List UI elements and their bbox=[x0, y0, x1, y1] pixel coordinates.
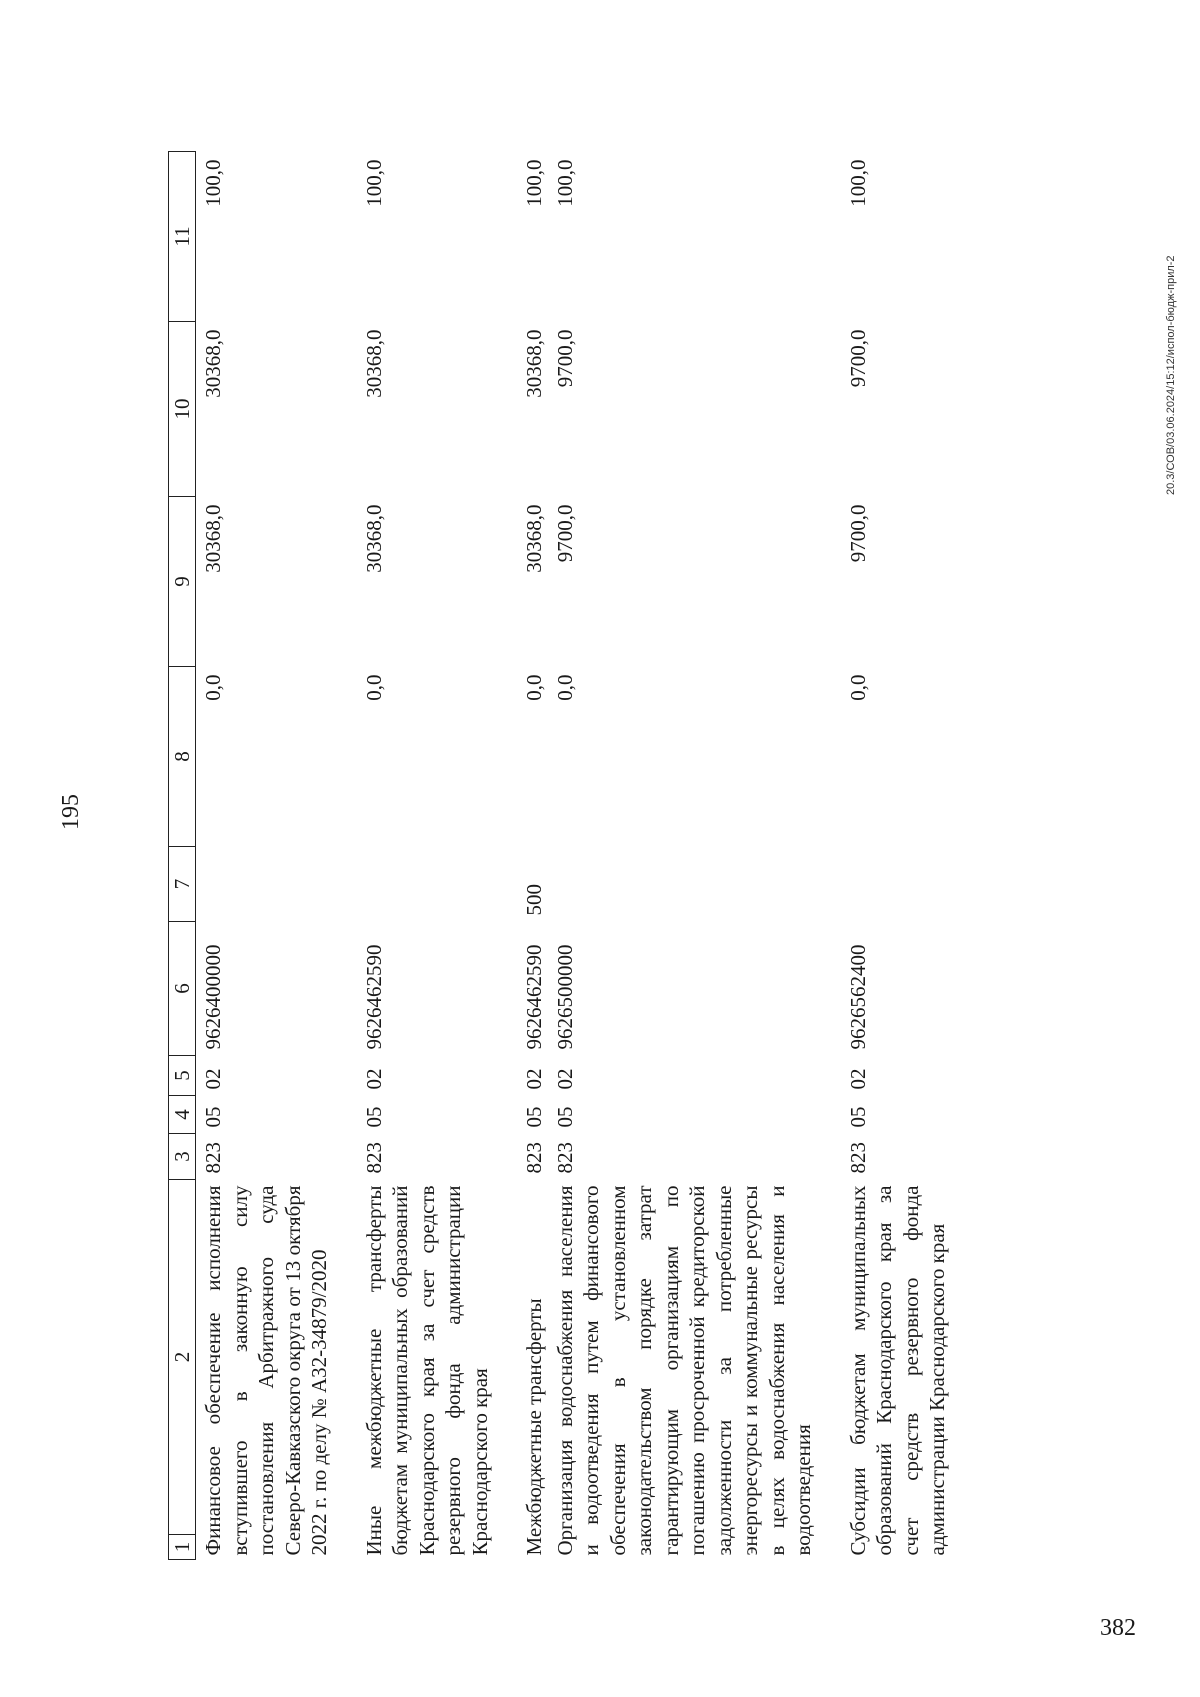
row-col-6: 9626400000 bbox=[201, 944, 225, 1050]
table-row bbox=[196, 152, 333, 1560]
row-col-8: 0,0 bbox=[552, 674, 577, 701]
header-col-2: 2 bbox=[170, 1351, 194, 1363]
row-col-10: 9700,0 bbox=[552, 329, 577, 388]
header-col-3: 3 bbox=[169, 1134, 196, 1180]
row-col-5: 02 bbox=[201, 1068, 225, 1090]
row-col-7 bbox=[357, 847, 494, 922]
row-col-3: 823 bbox=[361, 1142, 386, 1174]
header-col-5: 5 bbox=[169, 1056, 196, 1096]
row-name: Субсидии бюджетам муниципальных образований Краснодарского края за счет средств резервного фонда администрации Краснодарского края bbox=[845, 1185, 949, 1556]
header-col-10: 10 bbox=[169, 322, 196, 497]
row-col-4: 05 bbox=[552, 1106, 577, 1128]
row-col-5: 02 bbox=[361, 1068, 386, 1090]
header-col-8: 8 bbox=[169, 667, 196, 847]
row-col-11: 100,0 bbox=[361, 159, 386, 207]
row-col-9: 9700,0 bbox=[845, 504, 870, 563]
row-col-11: 100,0 bbox=[522, 159, 546, 207]
budget-table bbox=[168, 151, 951, 1560]
row-col-4: 05 bbox=[361, 1106, 386, 1128]
row-col-8: 0,0 bbox=[845, 674, 870, 701]
row-col-5: 02 bbox=[522, 1068, 546, 1090]
row-col-10: 30368,0 bbox=[361, 329, 386, 398]
row-name: Финансовое обеспечение исполнения вступившего в законную силу постановления Арбитражного суда Северо-Кавказского округа от 13 октября 2022 г. по делу № А32-34879/2020 bbox=[201, 1185, 331, 1556]
row-col-6: 9626462590 bbox=[361, 944, 386, 1050]
document-footer-code: 20.3/СОВ/03.06.2024/15:12/испол-бюдж-прил-2 bbox=[1165, 255, 1177, 495]
row-col-4: 05 bbox=[522, 1106, 546, 1128]
row-col-8: 0,0 bbox=[201, 674, 225, 701]
row-name: Межбюджетные трансферты bbox=[522, 1298, 546, 1556]
row-name: Организация водоснабжения населения и водоотведения путем финансового обеспечения в установленном законодательством порядке затрат гарантирующим организациям по погашению просроченной кредиторской задолженности за потребленные энергоресурсы и коммунальные ресурсы в целях водоснабжения населения и водоотведения bbox=[552, 1185, 815, 1556]
row-col-3: 823 bbox=[552, 1142, 577, 1174]
row-col-9: 9700,0 bbox=[552, 504, 577, 563]
row-col-3: 823 bbox=[522, 1142, 546, 1174]
row-col-11: 100,0 bbox=[845, 159, 870, 207]
row-col-5: 02 bbox=[845, 1068, 870, 1090]
row-col-6: 9626462590 bbox=[522, 944, 546, 1050]
row-col-10: 30368,0 bbox=[522, 329, 546, 398]
row-col-11: 100,0 bbox=[552, 159, 577, 207]
header-col-11: 11 bbox=[169, 152, 196, 322]
page-number-top: 195 bbox=[58, 794, 84, 830]
page-number-bottom: 382 bbox=[1100, 1615, 1136, 1641]
row-col-3: 823 bbox=[845, 1142, 870, 1174]
table-row bbox=[357, 152, 494, 1560]
table-row bbox=[841, 152, 951, 1560]
header-col-1-2 bbox=[169, 1180, 196, 1560]
row-col-6: 9626500000 bbox=[552, 944, 577, 1050]
row-col-7 bbox=[841, 847, 951, 922]
header-col-7: 7 bbox=[169, 847, 196, 922]
row-col-8: 0,0 bbox=[522, 674, 546, 701]
header-col-9: 9 bbox=[169, 497, 196, 667]
row-col-6: 9626562400 bbox=[845, 944, 870, 1050]
row-col-9: 30368,0 bbox=[361, 504, 386, 573]
row-col-10: 30368,0 bbox=[201, 329, 225, 398]
row-col-7: 500 bbox=[522, 884, 546, 916]
row-col-10: 9700,0 bbox=[845, 329, 870, 388]
row-col-4: 05 bbox=[845, 1106, 870, 1128]
table-row bbox=[548, 152, 817, 1560]
row-name: Иные межбюджетные трансферты бюджетам муниципальных образований Краснодарского края за счет средств резервного фонда администрации Краснодарского края bbox=[361, 1185, 492, 1556]
row-col-8: 0,0 bbox=[361, 674, 386, 701]
table-row bbox=[517, 152, 548, 1560]
row-col-7 bbox=[196, 847, 333, 922]
row-col-9: 30368,0 bbox=[201, 504, 225, 573]
row-col-5: 02 bbox=[552, 1068, 577, 1090]
table-header-row bbox=[169, 152, 196, 1560]
header-col-6: 6 bbox=[169, 922, 196, 1056]
row-col-7 bbox=[548, 847, 817, 922]
header-col-1: 1 bbox=[169, 1534, 195, 1559]
row-col-3: 823 bbox=[201, 1142, 225, 1174]
row-col-4: 05 bbox=[201, 1106, 225, 1128]
header-col-4: 4 bbox=[169, 1096, 196, 1134]
row-col-11: 100,0 bbox=[201, 159, 225, 207]
row-col-9: 30368,0 bbox=[522, 504, 546, 573]
